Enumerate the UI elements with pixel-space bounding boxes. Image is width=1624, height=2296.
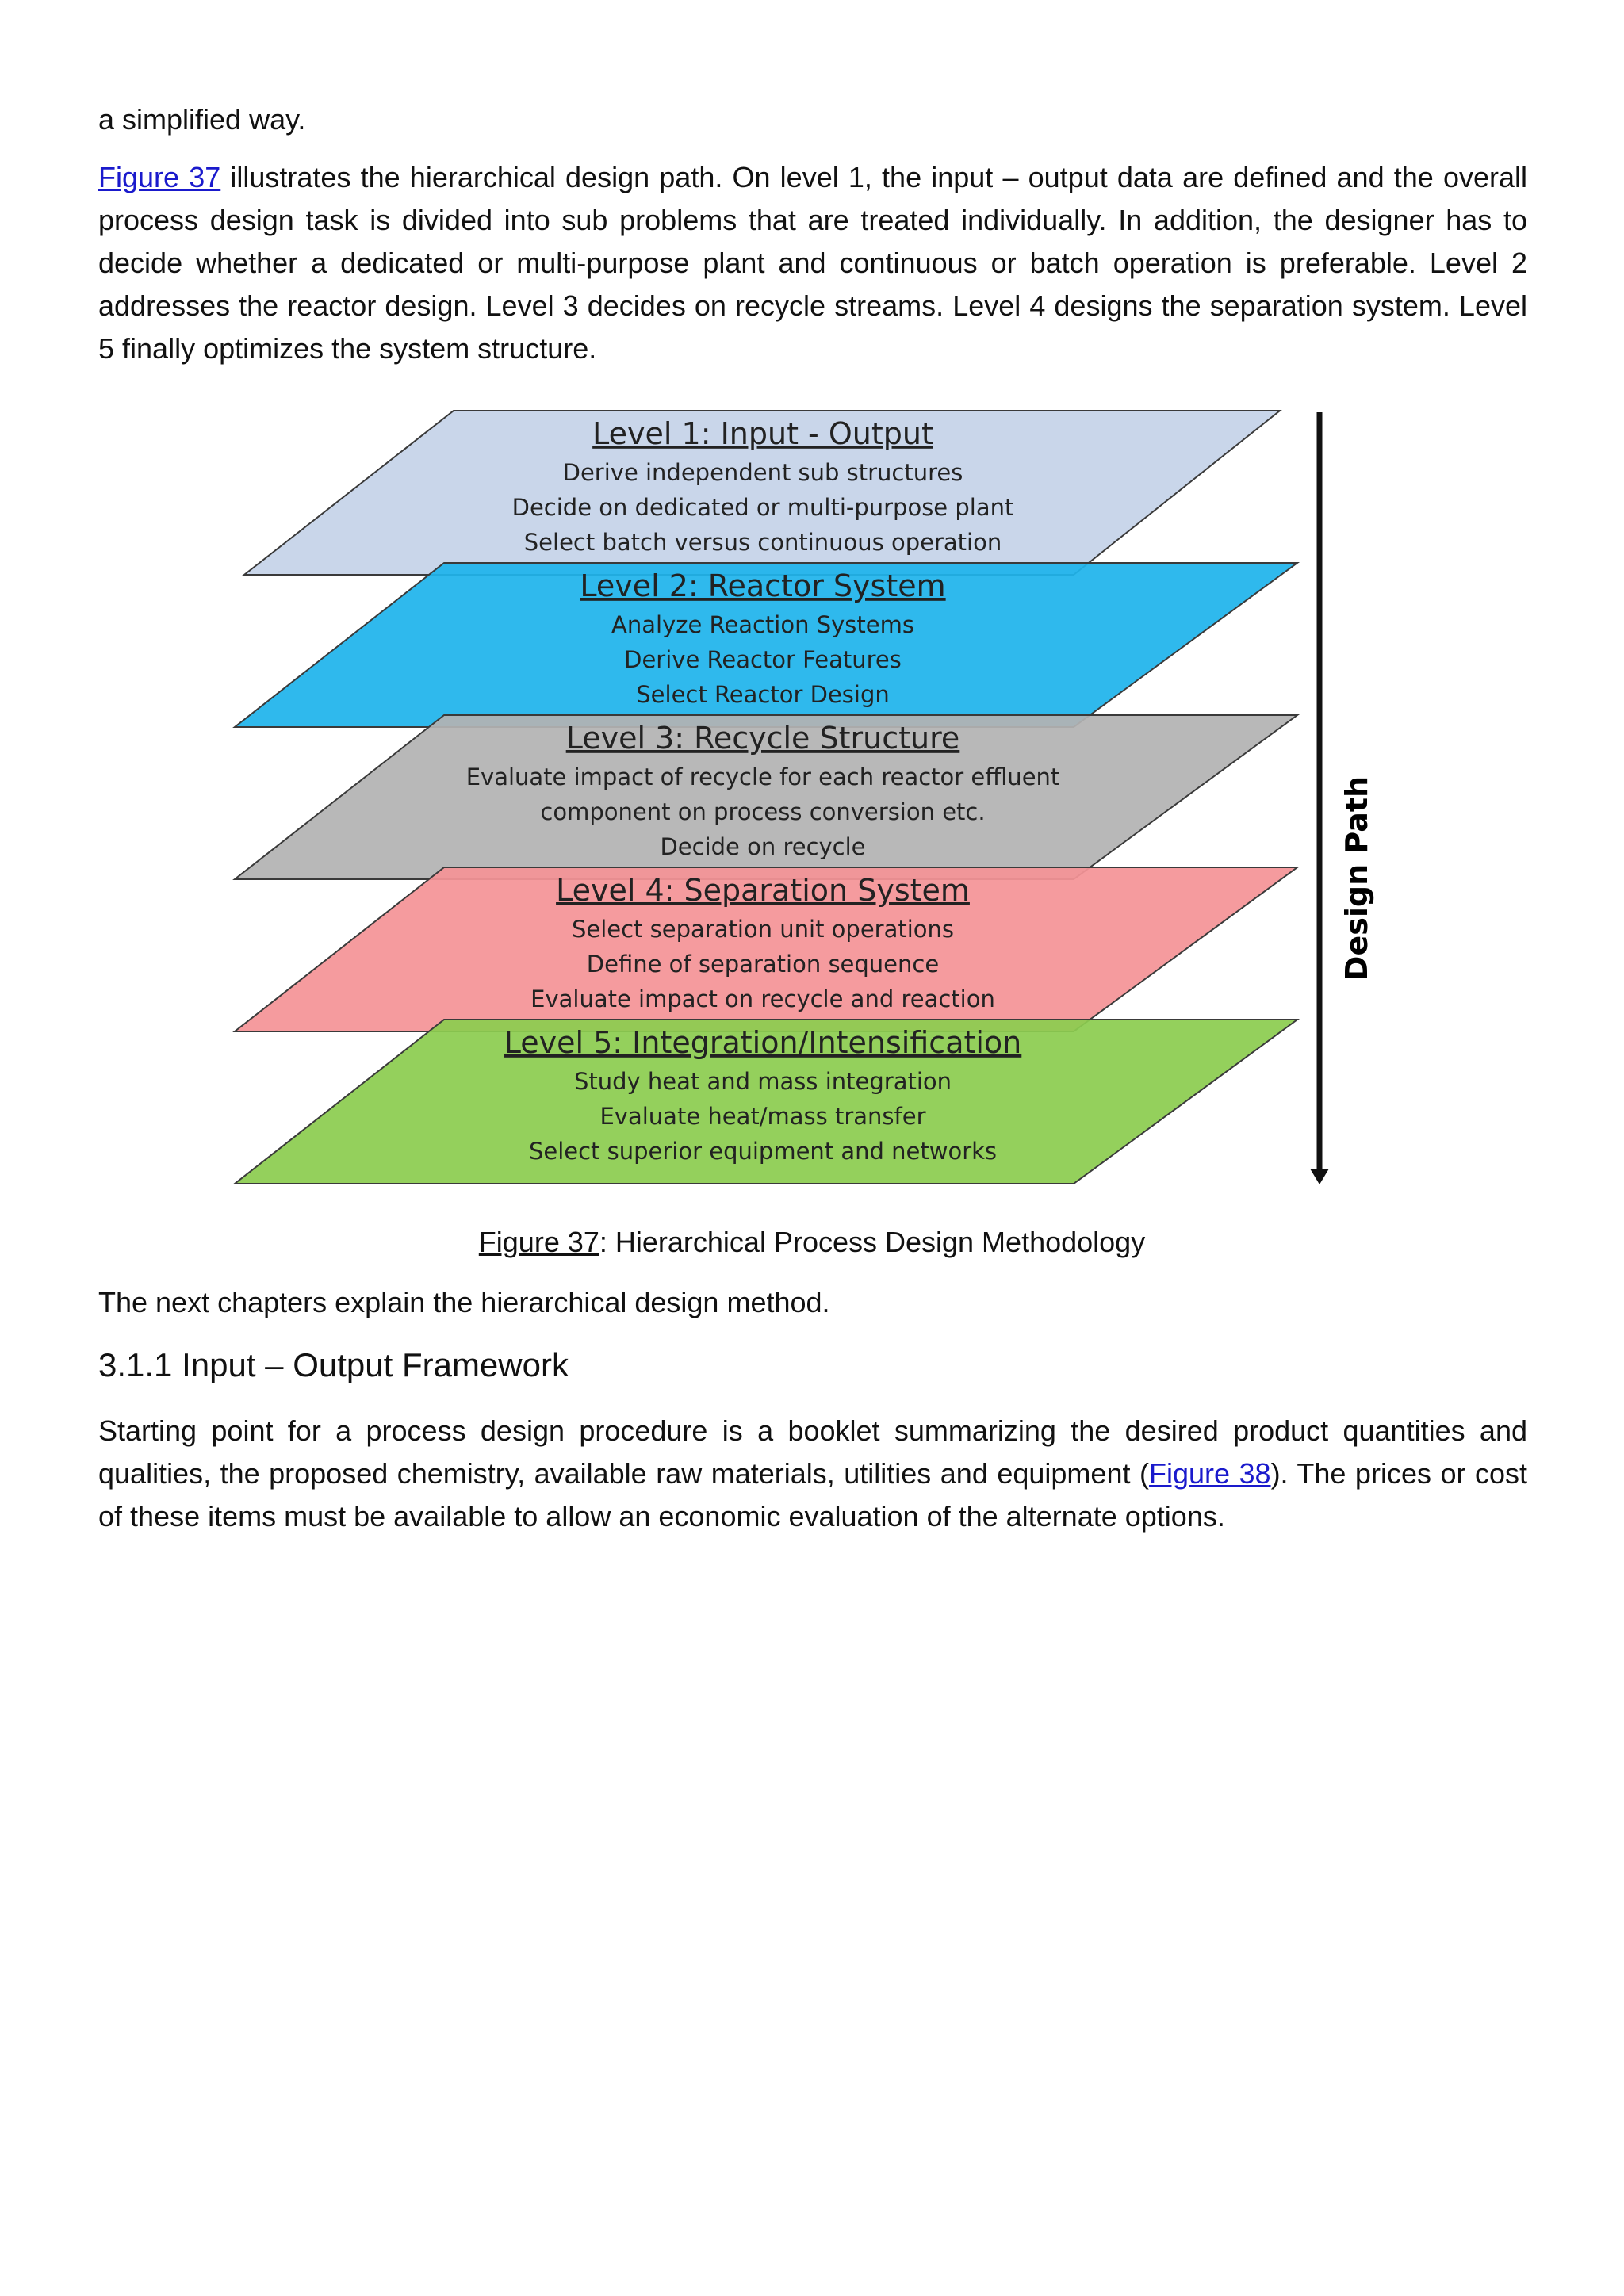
levels-group (235, 411, 1297, 1184)
design-path-label: Design Path (1339, 775, 1374, 982)
paragraph-3-after: ). The prices or cost of these items must be available to allow an economic evaluation of the alternate options. (98, 1457, 1527, 1533)
paragraph-1-text: illustrates the hierarchical design path. On level 1, the input – output data are defined and the overall process design task is divided into sub problems that are treated individually. In addition, the designer has to decide whether a dedicated or multi-purpose plant and continuous or batch operation is preferable. Level 2 addresses the reactor design. Level 3 decides on recycle streams. Level 4 designs the separation system. Level 5 finally optimizes the system structure. (98, 161, 1528, 365)
level-2-plane (235, 563, 1297, 727)
level-5-line-2: Evaluate heat/mass transfer (599, 1103, 926, 1130)
caption-text: : Hierarchical Process Design Methodology (599, 1226, 1146, 1258)
paragraph-next-chapters: The next chapters explain the hierarchical design method. (98, 1286, 830, 1318)
level-4-line-3: Evaluate impact on recycle and reaction (530, 985, 995, 1012)
paragraph-input-output (98, 1410, 1527, 1538)
level-1-plane (244, 411, 1280, 575)
level-2-line-2: Derive Reactor Features (624, 646, 902, 673)
figure-37-link[interactable]: Figure 37 (98, 161, 221, 193)
level-1-line-1: Derive independent sub structures (562, 459, 963, 486)
level-4-title: Level 4: Separation System (556, 873, 970, 908)
level-4-line-1: Select separation unit operations (571, 916, 955, 943)
level-1-line-3: Select batch versus continuous operation (523, 529, 1002, 556)
paragraph-3-before: Starting point for a process design procedure is a booklet summarizing the desired product quantities and qualities, the proposed chemistry, available raw materials, utilities and equipment ( (98, 1414, 1527, 1490)
level-3-plane (235, 715, 1297, 879)
level-2-title: Level 2: Reactor System (580, 568, 946, 603)
level-2-line-3: Select Reactor Design (636, 681, 890, 708)
level-1-line-2: Decide on dedicated or multi-purpose plant (511, 494, 1014, 521)
level-1-title: Level 1: Input - Output (592, 416, 933, 451)
design-path-arrow-head (1310, 1169, 1329, 1184)
paragraph-intro: a simplified way. (98, 103, 306, 136)
figure-38-link[interactable]: Figure 38 (1148, 1457, 1271, 1490)
level-3-title: Level 3: Recycle Structure (565, 721, 960, 756)
level-4-line-2: Define of separation sequence (586, 951, 940, 978)
figure-caption (0, 1221, 1624, 1264)
level-3-line-2: component on process conversion etc. (540, 798, 986, 825)
level-5-title: Level 5: Integration/Intensification (504, 1025, 1022, 1060)
level-3-line-3: Decide on recycle (660, 833, 866, 860)
level-3-line-1: Evaluate impact of recycle for each reactor effluent (465, 763, 1060, 790)
section-heading: 3.1.1 Input – Output Framework (98, 1346, 569, 1383)
level-4-plane (235, 867, 1297, 1031)
caption-figure-link[interactable]: Figure 37 (478, 1226, 599, 1258)
level-5-line-1: Study heat and mass integration (573, 1068, 952, 1095)
level-5-plane (235, 1020, 1297, 1184)
level-5-line-3: Select superior equipment and networks (528, 1138, 998, 1165)
level-2-line-1: Analyze Reaction Systems (611, 611, 914, 638)
